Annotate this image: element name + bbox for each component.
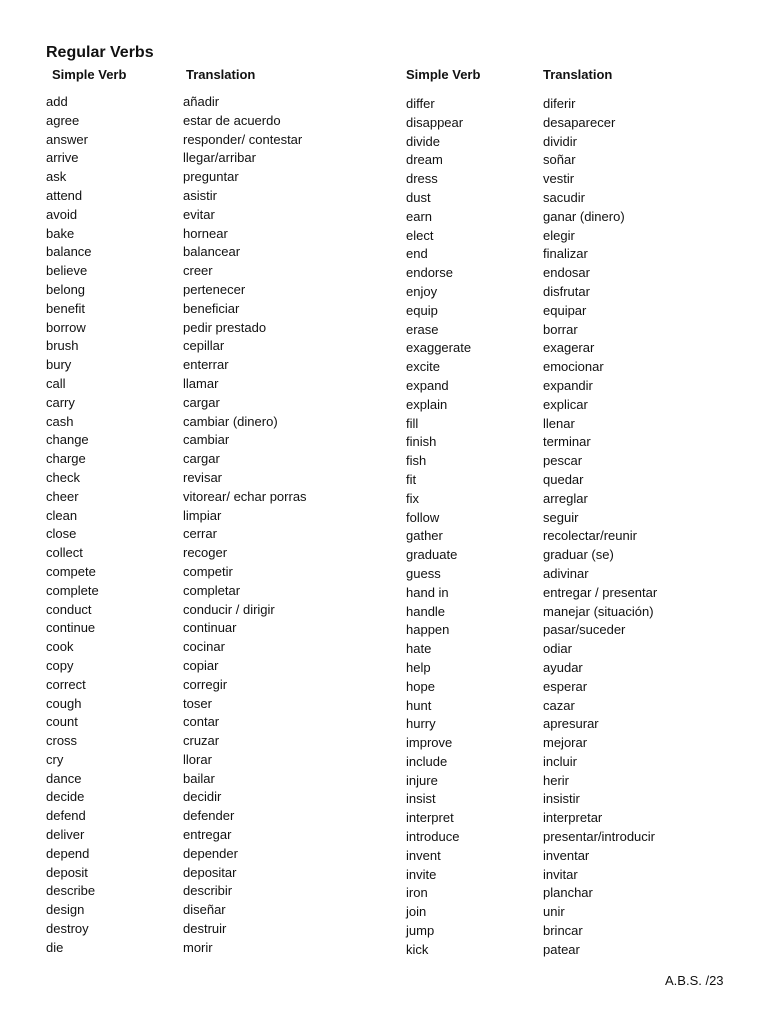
translation-item: diseñar <box>183 902 226 918</box>
translation-item: ganar (dinero) <box>543 208 625 224</box>
verb-item: charge <box>46 451 86 467</box>
translation-item: equipar <box>543 302 587 318</box>
verb-item: decide <box>46 789 85 805</box>
translation-item: destruir <box>183 921 227 937</box>
translation-item: defender <box>183 808 235 824</box>
verb-item: continue <box>46 620 96 636</box>
verb-item: graduate <box>406 547 458 563</box>
verb-item: belong <box>46 281 86 297</box>
verb-item: equip <box>406 302 438 318</box>
verb-item: invite <box>406 866 437 882</box>
verb-item: brush <box>46 338 79 354</box>
verb-item: cook <box>46 639 74 655</box>
verb-item: happen <box>406 622 450 638</box>
verb-item: attend <box>46 187 83 203</box>
translation-item: preguntar <box>183 169 239 185</box>
translation-item: llamar <box>183 375 219 391</box>
verb-item: elect <box>406 227 434 243</box>
verb-item: explain <box>406 396 448 412</box>
translation-item: odiar <box>543 641 572 657</box>
translation-item: añadir <box>183 94 220 109</box>
verb-item: fish <box>406 453 427 469</box>
translation-item: morir <box>183 939 213 955</box>
verb-item: dress <box>406 171 438 187</box>
translation-item: describir <box>183 883 233 899</box>
verb-item: hate <box>406 641 432 657</box>
translation-item: cocinar <box>183 639 225 655</box>
translation-item: desaparecer <box>543 114 616 130</box>
header-simple-verb-left: Simple Verb <box>52 67 127 82</box>
verb-item: count <box>46 714 78 730</box>
verb-item: kick <box>406 941 429 957</box>
verb-item: excite <box>406 359 440 375</box>
translation-item: llorar <box>183 751 212 767</box>
translation-item: inventar <box>543 847 590 863</box>
verb-item: call <box>46 375 66 391</box>
translation-item: insistir <box>543 791 580 807</box>
translation-item: arreglar <box>543 490 588 506</box>
translation-item: mejorar <box>543 735 588 751</box>
translation-item: exagerar <box>543 340 595 356</box>
verb-item: compete <box>46 563 96 579</box>
verb-item: differ <box>406 96 435 111</box>
translation-item: llenar <box>543 415 575 431</box>
translation-item: pertenecer <box>183 281 246 297</box>
translation-item: elegir <box>543 227 575 243</box>
verb-item: copy <box>46 657 74 673</box>
verb-item: cough <box>46 695 82 711</box>
translation-item: cruzar <box>183 733 220 749</box>
right-verb-list <box>406 95 471 960</box>
translation-item: copiar <box>183 657 219 673</box>
verb-item: help <box>406 659 431 675</box>
verb-item: introduce <box>406 829 460 845</box>
translation-item: sacudir <box>543 189 585 205</box>
translation-item: vestir <box>543 171 575 187</box>
verb-item: enjoy <box>406 283 438 299</box>
verb-item: include <box>406 753 448 769</box>
verb-item: collect <box>46 545 83 561</box>
translation-item: depositar <box>183 864 237 880</box>
verb-item: insist <box>406 791 436 807</box>
verb-item: balance <box>46 244 92 260</box>
header-translation-left: Translation <box>186 67 256 82</box>
verb-item: deliver <box>46 827 85 843</box>
verb-item: earn <box>406 208 433 224</box>
verb-item: end <box>406 246 428 262</box>
verb-item: dream <box>406 152 443 168</box>
translation-item: hornear <box>183 225 228 241</box>
translation-item: cambiar <box>183 432 230 448</box>
verb-item: cash <box>46 413 74 429</box>
translation-item: emocionar <box>543 359 604 375</box>
translation-item: endosar <box>543 265 590 281</box>
translation-item: invitar <box>543 866 578 882</box>
translation-item: cerrar <box>183 526 217 542</box>
footer-initials: A.B.S. /23 <box>665 973 724 988</box>
translation-item: cargar <box>183 394 220 410</box>
translation-item: beneficiar <box>183 300 240 316</box>
verb-item: endorse <box>406 265 453 281</box>
translation-item: corregir <box>183 676 228 692</box>
translation-item: brincar <box>543 923 583 939</box>
translation-item: herir <box>543 772 570 788</box>
translation-item: evitar <box>183 206 215 222</box>
translation-item: incluir <box>543 753 577 769</box>
right-translation-list <box>543 95 657 960</box>
translation-item: planchar <box>543 885 593 901</box>
verb-item: fix <box>406 490 419 506</box>
verb-item: design <box>46 902 85 918</box>
verb-item: check <box>46 469 80 485</box>
translation-item: toser <box>183 695 212 711</box>
verb-item: agree <box>46 112 80 128</box>
translation-item: ayudar <box>543 659 583 675</box>
translation-item: responder/ contestar <box>183 131 303 147</box>
translation-item: presentar/introducir <box>543 829 655 845</box>
translation-item: quedar <box>543 471 584 487</box>
verb-item: bake <box>46 225 75 241</box>
verb-item: guess <box>406 565 441 581</box>
verb-item: expand <box>406 377 449 393</box>
verb-item: fit <box>406 471 417 487</box>
translation-item: finalizar <box>543 246 588 262</box>
verb-item: injure <box>406 772 438 788</box>
verb-item: jump <box>406 923 435 939</box>
translation-item: entregar <box>183 827 232 843</box>
translation-item: cambiar (dinero) <box>183 413 278 429</box>
verb-item: exaggerate <box>406 340 472 356</box>
verb-item: disappear <box>406 114 464 130</box>
translation-item: unir <box>543 904 565 920</box>
verb-item: follow <box>406 509 440 525</box>
translation-item: borrar <box>543 321 578 337</box>
verb-item: conduct <box>46 601 92 617</box>
verb-item: erase <box>406 321 439 337</box>
translation-item: creer <box>183 263 213 279</box>
translation-item: terminar <box>543 434 591 450</box>
verb-item: die <box>46 939 64 955</box>
verb-item: bury <box>46 357 72 373</box>
translation-item: seguir <box>543 509 579 525</box>
translation-item: decidir <box>183 789 222 805</box>
verb-item: change <box>46 432 89 448</box>
translation-item: soñar <box>543 152 576 168</box>
translation-item: continuar <box>183 620 237 636</box>
page-title: Regular Verbs <box>46 44 154 61</box>
verb-item: add <box>46 94 68 109</box>
translation-item: enterrar <box>183 357 229 373</box>
translation-item: manejar (situación) <box>543 603 654 619</box>
translation-item: expandir <box>543 377 593 393</box>
translation-item: limpiar <box>183 507 222 523</box>
translation-item: pedir prestado <box>183 319 267 335</box>
translation-item: balancear <box>183 244 241 260</box>
verb-item: carry <box>46 394 75 410</box>
verb-item: hope <box>406 678 435 694</box>
verb-item: clean <box>46 507 78 523</box>
verb-item: join <box>406 904 427 920</box>
translation-item: contar <box>183 714 220 730</box>
verb-item: dust <box>406 189 431 205</box>
translation-item: conducir / dirigir <box>183 601 275 617</box>
verb-item: hand in <box>406 584 449 600</box>
verb-item: answer <box>46 131 88 147</box>
verb-item: benefit <box>46 300 86 316</box>
translation-item: esperar <box>543 678 588 694</box>
verb-item: correct <box>46 676 86 692</box>
verb-item: defend <box>46 808 86 824</box>
translation-item: cepillar <box>183 338 225 354</box>
translation-item: recolectar/reunir <box>543 528 637 544</box>
verb-item: finish <box>406 434 437 450</box>
translation-item: graduar (se) <box>543 547 614 563</box>
verb-item: handle <box>406 603 446 619</box>
verb-item: describe <box>46 883 96 899</box>
verb-item: gather <box>406 528 443 544</box>
translation-item: bailar <box>183 770 215 786</box>
verb-item: hurry <box>406 716 436 732</box>
verb-item: ask <box>46 169 67 185</box>
translation-item: diferir <box>543 96 576 111</box>
verb-item: hunt <box>406 697 432 713</box>
translation-item: cazar <box>543 697 575 713</box>
header-simple-verb-right: Simple Verb <box>406 67 481 82</box>
translation-item: apresurar <box>543 716 599 732</box>
translation-item: pescar <box>543 453 583 469</box>
verb-item: depend <box>46 845 90 861</box>
verb-item: destroy <box>46 921 89 937</box>
verb-item: complete <box>46 582 99 598</box>
translation-item: explicar <box>543 396 588 412</box>
translation-item: patear <box>543 941 580 957</box>
verb-item: interpret <box>406 810 454 826</box>
translation-item: dividir <box>543 133 577 149</box>
verb-item: believe <box>46 263 88 279</box>
verb-item: fill <box>406 415 419 431</box>
left-verb-list <box>46 93 99 958</box>
verb-item: iron <box>406 885 428 901</box>
header-translation-right: Translation <box>543 67 613 82</box>
verb-item: avoid <box>46 206 78 222</box>
verb-item: cheer <box>46 488 79 504</box>
verb-item: cross <box>46 733 78 749</box>
verb-item: borrow <box>46 319 86 335</box>
translation-item: entregar / presentar <box>543 584 658 600</box>
verb-item: cry <box>46 751 64 767</box>
translation-item: cargar <box>183 451 220 467</box>
verb-item: deposit <box>46 864 88 880</box>
translation-item: vitorear/ echar porras <box>183 488 307 504</box>
translation-item: pasar/suceder <box>543 622 626 638</box>
translation-item: estar de acuerdo <box>183 112 281 128</box>
translation-item: asistir <box>183 187 217 203</box>
verb-item: dance <box>46 770 82 786</box>
verb-item: invent <box>406 847 441 863</box>
verb-item: arrive <box>46 150 79 166</box>
translation-item: recoger <box>183 545 228 561</box>
translation-item: competir <box>183 563 233 579</box>
left-translation-list <box>183 93 307 958</box>
translation-item: llegar/arribar <box>183 150 256 166</box>
verb-item: close <box>46 526 77 542</box>
translation-item: depender <box>183 845 238 861</box>
translation-item: interpretar <box>543 810 603 826</box>
verb-item: improve <box>406 735 453 751</box>
translation-item: revisar <box>183 469 223 485</box>
translation-item: disfrutar <box>543 283 590 299</box>
verb-item: divide <box>406 133 440 149</box>
translation-item: adivinar <box>543 565 589 581</box>
translation-item: completar <box>183 582 241 598</box>
